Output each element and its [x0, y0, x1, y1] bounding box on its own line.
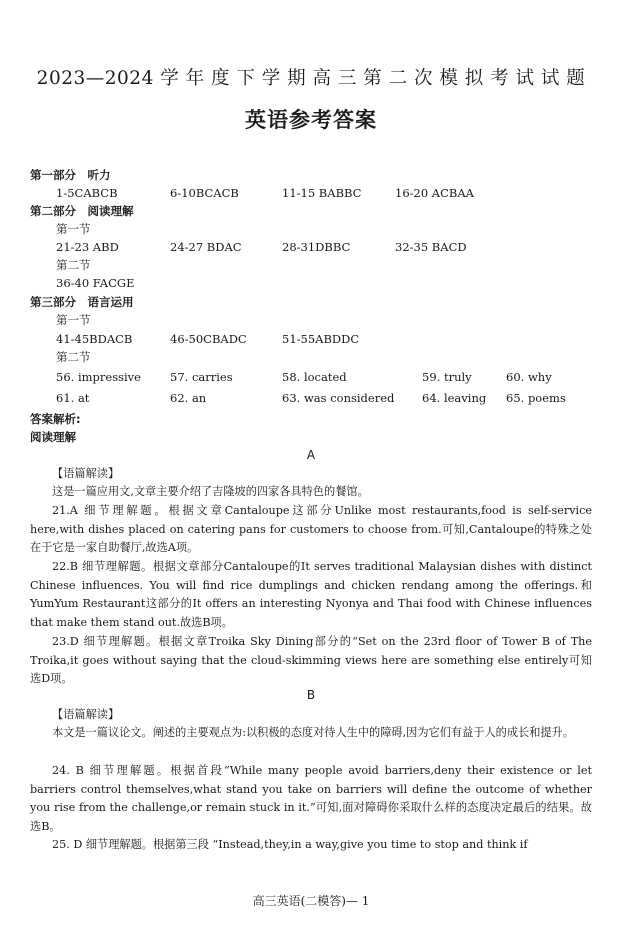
- question-23-explanation: 23.D 细节理解题。根据文章Troika Sky Dining部分的“Set on the 23rd floor of Tower B of The Troika,it goes without saying that the cloud-skimming views here are something else entirely可知选D项。: [30, 635, 592, 686]
- passage-b-label: 【语篇解读】: [52, 708, 120, 721]
- part3-section2-label: 第二节: [56, 350, 91, 364]
- part3-section1-label: 第一节: [56, 313, 91, 327]
- part2-answer: 24-27 BDAC: [170, 240, 242, 254]
- part3-answer: 65. poems: [506, 391, 566, 405]
- part3-answer: 59. truly: [422, 370, 472, 384]
- part1-answer: 11-15 BABBC: [282, 186, 362, 200]
- part3-answer: 56. impressive: [56, 370, 141, 384]
- part1-answer: 6-10BCACB: [170, 186, 239, 200]
- part3-heading: 第三部分 语言运用: [30, 295, 134, 309]
- part3-answer: 46-50CBADC: [170, 332, 247, 346]
- part1-heading: 第一部分 听力: [30, 168, 111, 182]
- analysis-heading: 答案解析:: [30, 412, 81, 426]
- page-subtitle: 英语参考答案: [245, 108, 377, 132]
- part3-answer: 51-55ABDDC: [282, 332, 360, 346]
- part2-answer: 36-40 FACGE: [56, 276, 135, 290]
- page-footer: 高三英语(二模答)— 1: [252, 894, 370, 908]
- page-title: 2023—2024 学 年 度 下 学 期 高 三 第 二 次 模 拟 考 试 试 题: [36, 68, 586, 89]
- part2-section2-label: 第二节: [56, 258, 91, 272]
- passage-a-summary: 这是一篇应用文,文章主要介绍了吉隆坡的四家各具特色的餐馆。: [52, 485, 369, 498]
- passage-b-letter: B: [306, 688, 316, 702]
- passage-a-label: 【语篇解读】: [52, 467, 120, 480]
- part2-section1-label: 第一节: [56, 222, 91, 236]
- part3-answer: 62. an: [170, 391, 207, 405]
- part3-answer: 63. was considered: [282, 391, 395, 405]
- part3-answer: 61. at: [56, 391, 90, 405]
- part2-answer: 32-35 BACD: [395, 240, 467, 254]
- passage-b-summary: 本文是一篇议论文。阐述的主要观点为:以积极的态度对待人生中的障碍,因为它们有益于人的成长和提升。: [52, 726, 574, 739]
- question-22-explanation: 22.B 细节理解题。根据文章部分Cantaloupe的It serves traditional Malaysian dishes with distinct Chinese influences. You will find rice dumplings and chicken rendang among the offerings.和YumYum Restaurant这部分的It offers an interesting Nyonya and Thai food with Chinese influences that make them stand out.故选B项。: [30, 560, 592, 629]
- part1-answer: 1-5CABCB: [56, 186, 118, 200]
- part2-heading: 第二部分 阅读理解: [30, 204, 134, 218]
- part3-answer: 58. located: [282, 370, 347, 384]
- part3-answer: 64. leaving: [422, 391, 487, 405]
- part3-answer: 57. carries: [170, 370, 233, 384]
- passage-a-letter: A: [306, 448, 316, 462]
- part2-answer: 21-23 ABD: [56, 240, 119, 254]
- question-25-explanation: 25. D 细节理解题。根据第三段 “Instead,they,in a way,give you time to stop and think if: [52, 838, 528, 851]
- reading-heading: 阅读理解: [30, 430, 76, 444]
- question-24-explanation: 24. B 细节理解题。根据首段“While many people avoid barriers,deny their existence or let barriers control themselves,what stand you take on barriers will define the outcome of whether you rise from the challenge,or remain stuck in it.”可知,面对障碍你采取什么样的态度决定最后的结果。故选B。: [30, 764, 592, 833]
- part3-answer: 41-45BDACB: [56, 332, 133, 346]
- part1-answer: 16-20 ACBAA: [395, 186, 474, 200]
- question-21-explanation: 21.A 细节理解题。根据文章Cantaloupe这部分Unlike most restaurants,food is self-service here,with dishes placed on catering pans for customers to choose from.可知,Cantaloupe的特殊之处在于它是一家自助餐厅,故选A项。: [30, 504, 592, 555]
- part2-answer: 28-31DBBC: [282, 240, 351, 254]
- part3-answer: 60. why: [506, 370, 552, 384]
